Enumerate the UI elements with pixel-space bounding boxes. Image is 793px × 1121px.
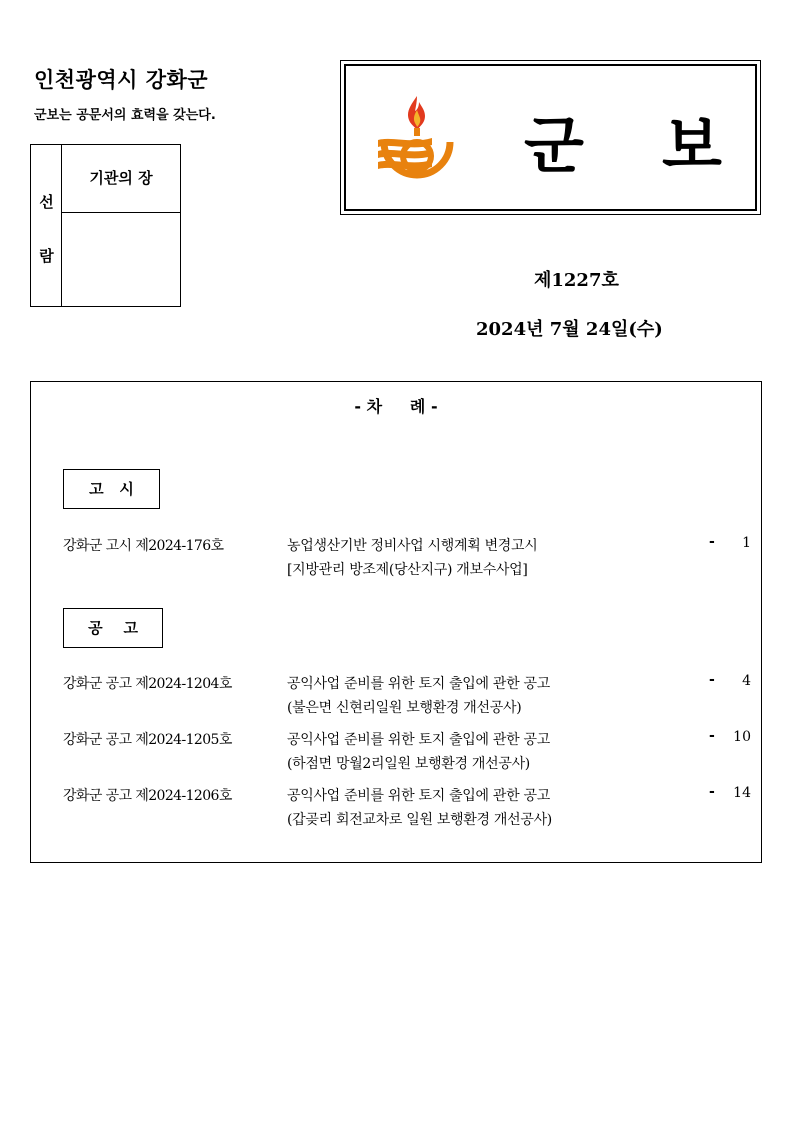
entry-title: 농업생산기반 정비사업 시행계획 변경고시 (287, 538, 538, 554)
entry-title: 공익사업 준비를 위한 토지 출입에 관한 공고 (287, 732, 550, 748)
org-name: 인천광역시 강화군 (34, 68, 209, 92)
toc-entry[interactable] (63, 785, 751, 835)
entry-dash: - (709, 534, 715, 550)
entry-dash: - (709, 672, 715, 688)
entry-subtitle: (불은면 신현리일원 보행환경 개선공사) (287, 700, 522, 716)
org-subtitle: 군보는 공문서의 효력을 갖는다. (34, 108, 216, 123)
issue-number: 제1227호 (534, 270, 619, 291)
entry-dash: - (709, 784, 715, 800)
entry-ref: 강화군 고시 제2024-176호 (63, 538, 224, 554)
masthead-title-char-2: 보 (662, 109, 722, 182)
entry-page-number: 14 (733, 785, 751, 801)
entry-ref: 강화군 공고 제2024-1206호 (63, 788, 232, 804)
entry-page-number: 10 (733, 729, 751, 745)
section-label-announcement: 공 고 (63, 608, 163, 648)
circulation-box (30, 144, 181, 307)
entry-subtitle: (하점면 망월2리일원 보행환경 개선공사) (287, 756, 530, 772)
toc-entry[interactable] (63, 673, 751, 723)
toc-entry[interactable] (63, 535, 751, 585)
entry-page-number: 4 (742, 673, 751, 689)
masthead (340, 60, 761, 215)
entry-page-number: 1 (742, 535, 751, 551)
table-of-contents (30, 381, 762, 863)
circulation-side-column (31, 145, 62, 306)
entry-ref: 강화군 공고 제2024-1204호 (63, 676, 232, 692)
circulation-side-char-2: 람 (39, 247, 54, 265)
issue-date: 2024년 7월 24일(수) (476, 319, 663, 340)
circulation-head-label: 기관의 장 (89, 169, 153, 187)
toc-entry[interactable] (63, 729, 751, 779)
entry-title: 공익사업 준비를 위한 토지 출입에 관한 공고 (287, 788, 550, 804)
entry-dash: - (709, 728, 715, 744)
signature-cell (62, 213, 180, 306)
masthead-inner-frame (344, 64, 757, 211)
entry-subtitle: [지방관리 방조제(당산지구) 개보수사업] (287, 562, 528, 578)
circulation-head-cell (62, 145, 180, 213)
ganghwa-emblem-icon (372, 92, 462, 188)
masthead-title-char-1: 군 (524, 109, 584, 182)
entry-subtitle: (갑곶리 회전교차로 일원 보행환경 개선공사) (287, 812, 552, 828)
entry-ref: 강화군 공고 제2024-1205호 (63, 732, 232, 748)
entry-title: 공익사업 준비를 위한 토지 출입에 관한 공고 (287, 676, 550, 692)
circulation-side-char-1: 선 (39, 193, 54, 211)
toc-title: - 차 례 - (354, 397, 438, 416)
section-label-notice: 고 시 (63, 469, 160, 509)
